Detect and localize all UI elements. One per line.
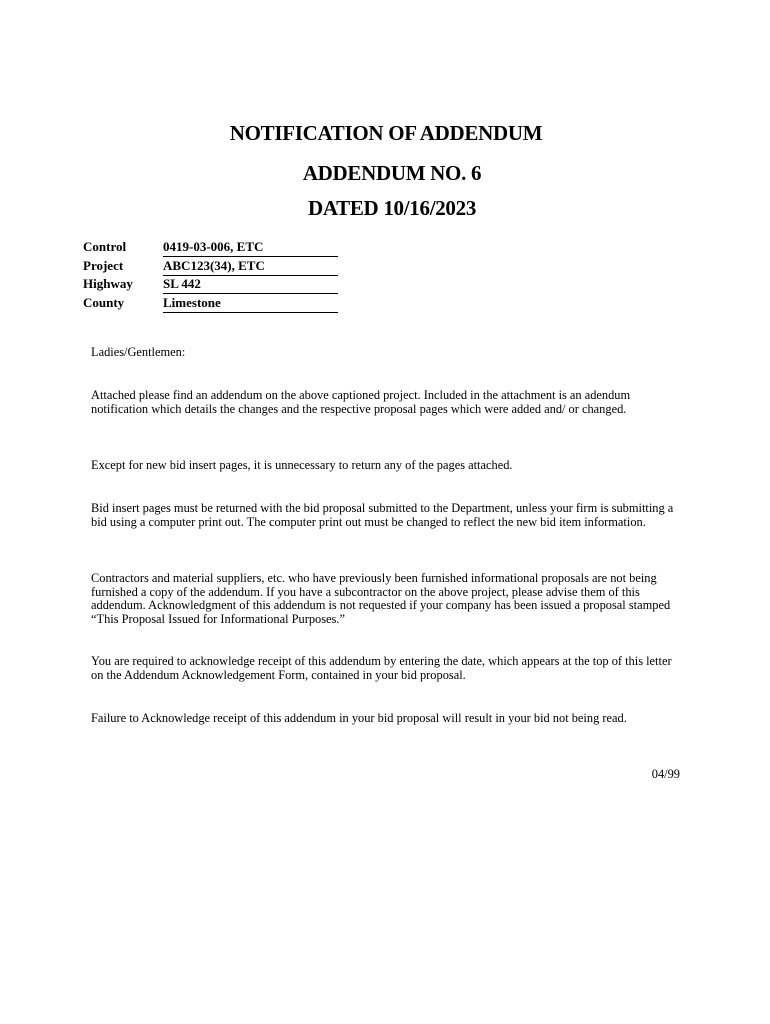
- highway-value: SL 442: [163, 276, 338, 294]
- control-value: 0419-03-006, ETC: [163, 239, 338, 257]
- project-value: ABC123(34), ETC: [163, 258, 338, 276]
- form-revision-code: 04/99: [651, 767, 680, 781]
- paragraph-failure: Failure to Acknowledge receipt of this addendum in your bid proposal will result in your bid not being read.: [91, 711, 627, 725]
- paragraph-acknowledge: You are required to acknowledge receipt of this addendum by entering the date, which appears at the top of this letter on the Addendum Acknowledgement Form, contained in your bid proposal.: [91, 654, 672, 682]
- document-title: NOTIFICATION OF ADDENDUM: [229, 121, 543, 145]
- paragraph-contractors: Contractors and material suppliers, etc. who have previously been furnished informational proposals are not being furnished a copy of the addendum. If you have a subcontractor on the above project, please advise them of this addendum. Acknowledgment of this addendum is not requested if your company has been issued a proposal stamped “This Proposal Issued for Informational Purposes.”: [91, 571, 671, 626]
- project-label: Project: [83, 257, 124, 273]
- county-label: County: [83, 294, 125, 310]
- salutation: Ladies/Gentlemen:: [91, 345, 186, 359]
- control-label: Control: [83, 239, 127, 254]
- paragraph-return-pages: Except for new bid insert pages, it is unnecessary to return any of the pages attached.: [91, 458, 513, 472]
- addendum-date: DATED 10/16/2023: [307, 196, 477, 220]
- addendum-number: ADDENDUM NO. 6: [302, 161, 482, 185]
- paragraph-bid-insert: Bid insert pages must be returned with the bid proposal submitted to the Department, unless your firm is submitting a bid using a computer print out. The computer print out must be changed to reflect the new bid item information.: [91, 501, 674, 529]
- highway-label: Highway: [83, 276, 133, 292]
- paragraph-attachment: Attached please find an addendum on the above captioned project. Included in the attachment is an adendum notification which details the changes and the respective proposal pages which were added and/ or changed.: [91, 388, 631, 416]
- county-value: Limestone: [163, 295, 338, 313]
